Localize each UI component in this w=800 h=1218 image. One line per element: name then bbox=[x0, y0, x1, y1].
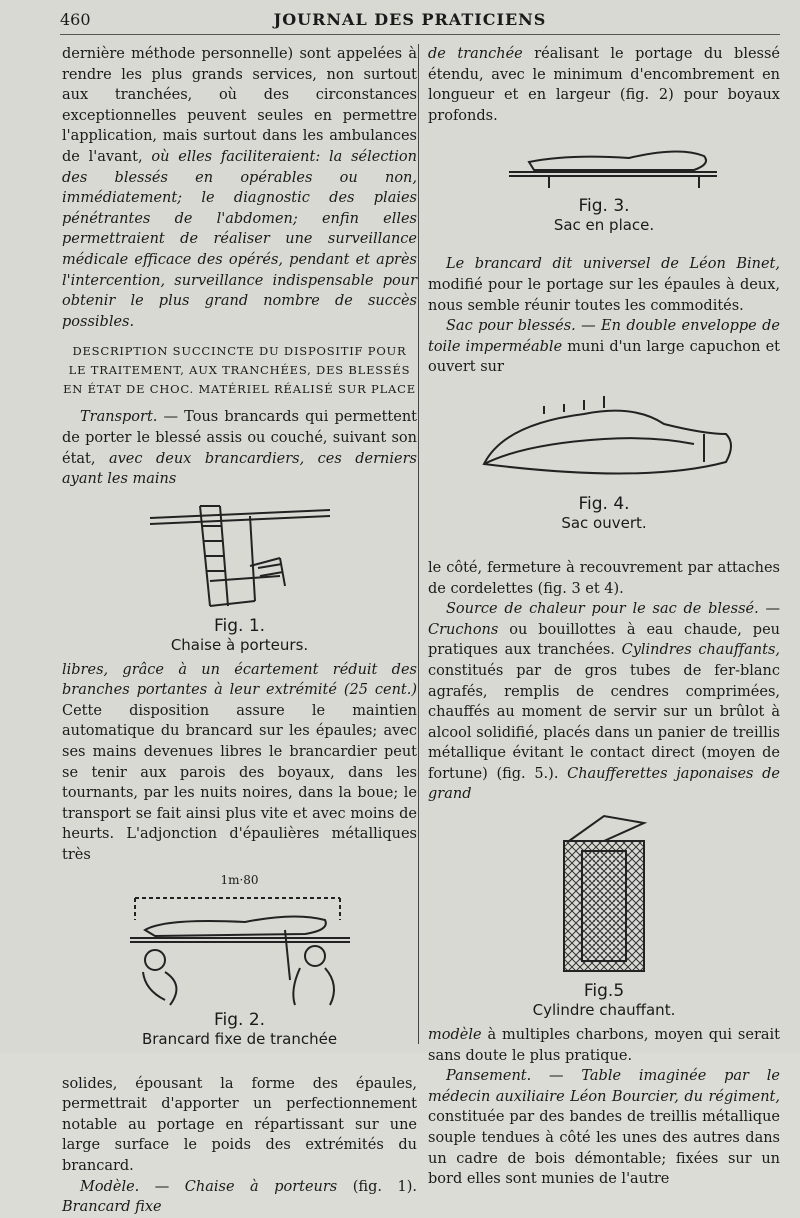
bag-in-place-illustration bbox=[479, 136, 729, 196]
figure-number: Fig. 3. bbox=[578, 196, 630, 217]
sedan-chair-illustration bbox=[140, 496, 340, 616]
paragraph: Pansement. — Table imaginée par le médecin auxiliaire Léon Bourcier, du régiment, constituée par des bandes de treillis métallique souple tendues à côté les unes des autres dans un cadre de bois démontable; fixées sur un bord elles sont munies de l'autre bbox=[428, 1068, 780, 1188]
figure-number: Fig. 4. bbox=[578, 493, 630, 514]
figure-number: Fig. 1. bbox=[213, 615, 266, 636]
column-divider bbox=[418, 44, 419, 1044]
figure-caption: Cylindre chauffant. bbox=[532, 1001, 676, 1020]
figure-4 bbox=[428, 384, 780, 554]
journal-title: JOURNAL DES PRATICIENS bbox=[273, 10, 547, 29]
figure-5 bbox=[428, 811, 780, 1021]
paragraph: Source de chaleur pour le sac de blessé. — Cruchons ou bouillottes à eau chaude, peu pratiques aux tranchées. Cylindres chauffants, constitués par de gros tubes de fer-blanc agrafés, remplis de cendres comprimées, chauffés au moment de servir sur un brûlot à alcool solidifié, placés dans un panier de treillis métallique évitant le contact direct (moyen de fortune) (fig. 5.). Chaufferettes japonaises de grand bbox=[428, 601, 781, 803]
figure-1 bbox=[62, 496, 417, 656]
paragraph: de tranchée réalisant le portage du blessé étendu, avec le minimum d'encombrement en longueur et en largeur (fig. 2) pour boyaux profonds. bbox=[428, 46, 780, 124]
open-bag-illustration bbox=[464, 384, 744, 494]
figure-number: Fig. 2. bbox=[213, 1010, 266, 1031]
paragraph: Transport. — Tous brancards qui permettent de porter le blessé assis ou couché, suivant son état, avec deux brancardiers, ces derniers ayant les mains bbox=[62, 409, 417, 488]
section-title: DESCRIPTION SUCCINCTE DU DISPOSITIF POUR LE TRAITEMENT, AUX TRANCHÉES, DES BLESSÉS EN ÉTAT DE CHOC. MATÉRIEL RÉALISÉ SUR PLACE bbox=[63, 344, 416, 397]
figure-2 bbox=[62, 870, 417, 1070]
figure-3 bbox=[428, 136, 780, 250]
paragraph: solides, épousant la forme des épaules, permettrait d'apporter un perfectionnement notable au portage en répartissant sur une large surface le poids des extrémités du brancard. bbox=[62, 1075, 417, 1174]
left-column bbox=[62, 44, 417, 1218]
paragraph: libres, grâce à un écartement réduit des branches portantes à leur extrémité (25 cent.) Cette disposition assure le maintien automatique du brancard sur les épaules; avec ses mains devenues libres le brancardier peut se tenir aux parois des boyaux, dans les tournants, par les nuits noires, dans la boue; le transport se fait ainsi plus vite et avec moins de heurts. L'adjonction d'épaulières métalliques très bbox=[62, 661, 417, 864]
paragraph: Sac pour blessés. — En double enveloppe de toile imperméable muni d'un large capuchon et ouvert sur bbox=[428, 318, 780, 376]
paragraph: Modèle. — Chaise à porteurs (fig. 1). Brancard fixe bbox=[62, 1178, 417, 1216]
heating-cylinder-illustration bbox=[544, 811, 664, 981]
paragraph: dernière méthode personnelle) sont appelées à rendre les plus grands services, non surtout aux tranchées, où des circonstances exceptionnelles peuvent seules en permettre l'application, mais surtout dans les ambulances de l'avant, où elles faciliteraient: la sélection des blessés en opérables ou non, immédiatement; le diagnostic des plaies pénétrantes de l'abdomen; enfin elles permettraient de réaliser une surveillance médicale efficace des opérés, pendant et après l'intercention, surveillance indispensable pour obtenir le plus grand nombre de succès possibles. bbox=[62, 46, 417, 330]
figure-caption: Sac ouvert. bbox=[561, 513, 647, 532]
right-column bbox=[428, 44, 780, 1190]
paragraph: modèle à multiples charbons, moyen qui serait sans doute le plus pratique. bbox=[428, 1027, 780, 1064]
paragraph: Le brancard dit universel de Léon Binet, modifié pour le portage sur les épaules à deux, nous semble réunir toutes les commodités. bbox=[428, 256, 780, 314]
figure-number: Fig.5 bbox=[583, 981, 625, 1002]
paragraph: le côté, fermeture à recouvrement par attaches de cordelettes (fig. 3 et 4). bbox=[428, 559, 780, 597]
page-number: 460 bbox=[60, 10, 91, 29]
trench-stretcher-illustration bbox=[125, 890, 355, 1010]
header-rule bbox=[60, 34, 780, 35]
figure-caption: Sac en place. bbox=[553, 216, 655, 235]
figure-caption: Chaise à porteurs. bbox=[170, 635, 309, 654]
figure-caption: Brancard fixe de tranchée bbox=[141, 1030, 338, 1049]
dimension-label: 1m·80 bbox=[220, 872, 259, 887]
page-header bbox=[60, 10, 760, 32]
